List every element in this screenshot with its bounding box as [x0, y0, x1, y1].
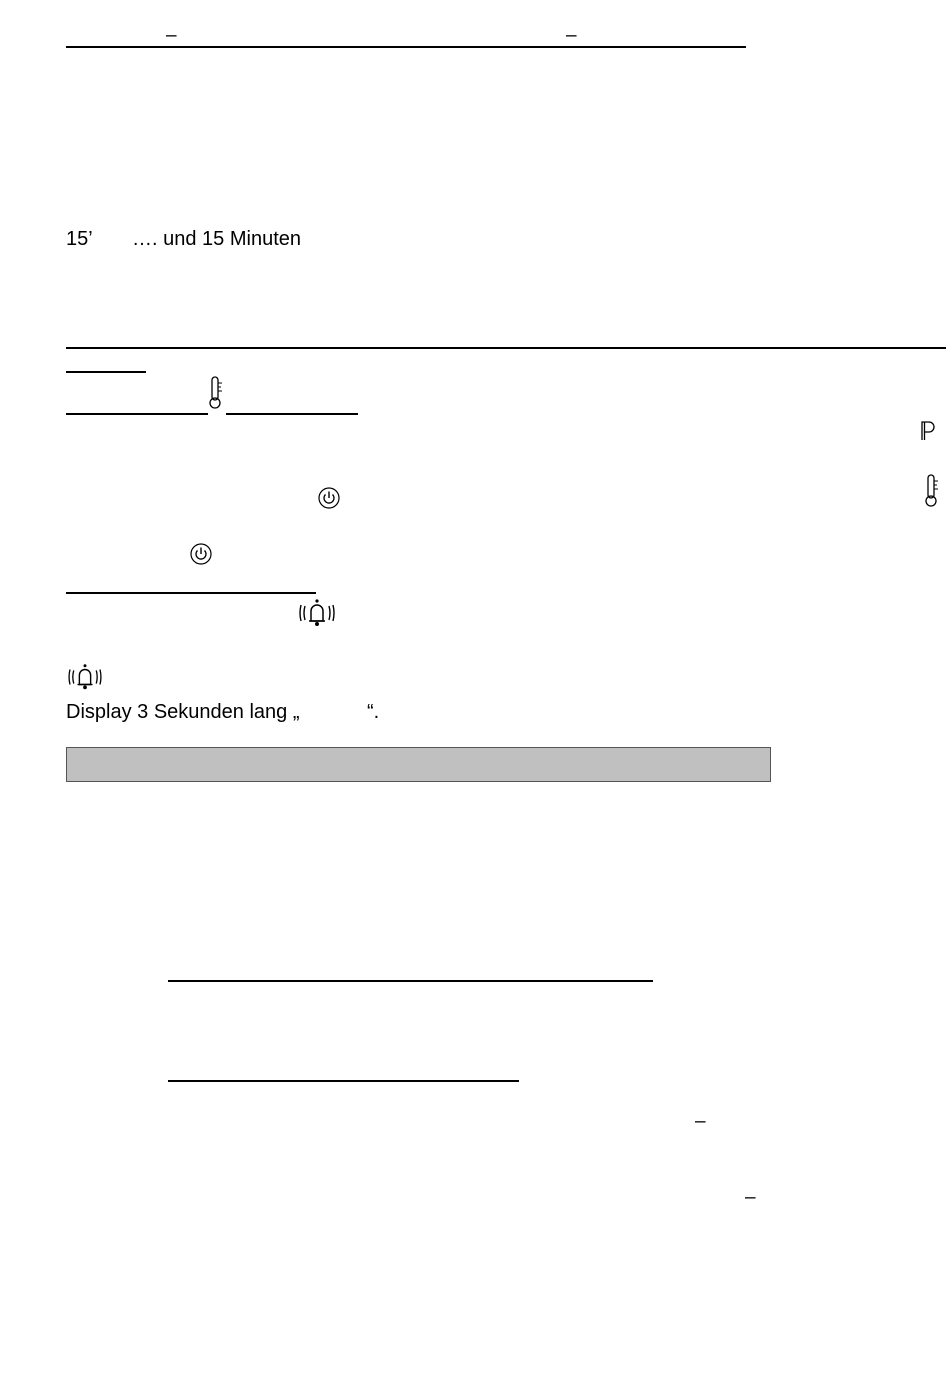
display-close-quote: “. — [367, 701, 380, 723]
dash-top-right: – — [566, 25, 577, 46]
top-rule — [66, 46, 746, 48]
power-icon — [318, 487, 340, 509]
thermometer-icon — [208, 376, 224, 410]
alarm-bell-icon — [66, 662, 104, 692]
lower-rule-2 — [168, 1080, 519, 1082]
time-text: …. und 15 Minuten — [132, 228, 301, 250]
thermometer-icon — [924, 474, 940, 508]
alarm-bell-icon — [298, 597, 336, 629]
dash-lower-1: – — [695, 1111, 706, 1132]
section-rule — [66, 347, 946, 349]
dash-top-left: – — [166, 25, 177, 46]
power-icon — [190, 543, 212, 565]
alarm-section-rule — [66, 592, 316, 594]
lower-rule-1 — [168, 980, 653, 982]
heading-rule-right — [226, 413, 358, 415]
gray-heading-bar — [66, 747, 771, 782]
dash-lower-2: – — [745, 1187, 756, 1208]
p-icon — [920, 420, 936, 442]
display-text: Display 3 Sekunden lang „ — [66, 701, 300, 723]
heading-rule-left — [66, 413, 208, 415]
time-label: 15’ — [66, 228, 93, 250]
short-rule — [66, 371, 146, 373]
